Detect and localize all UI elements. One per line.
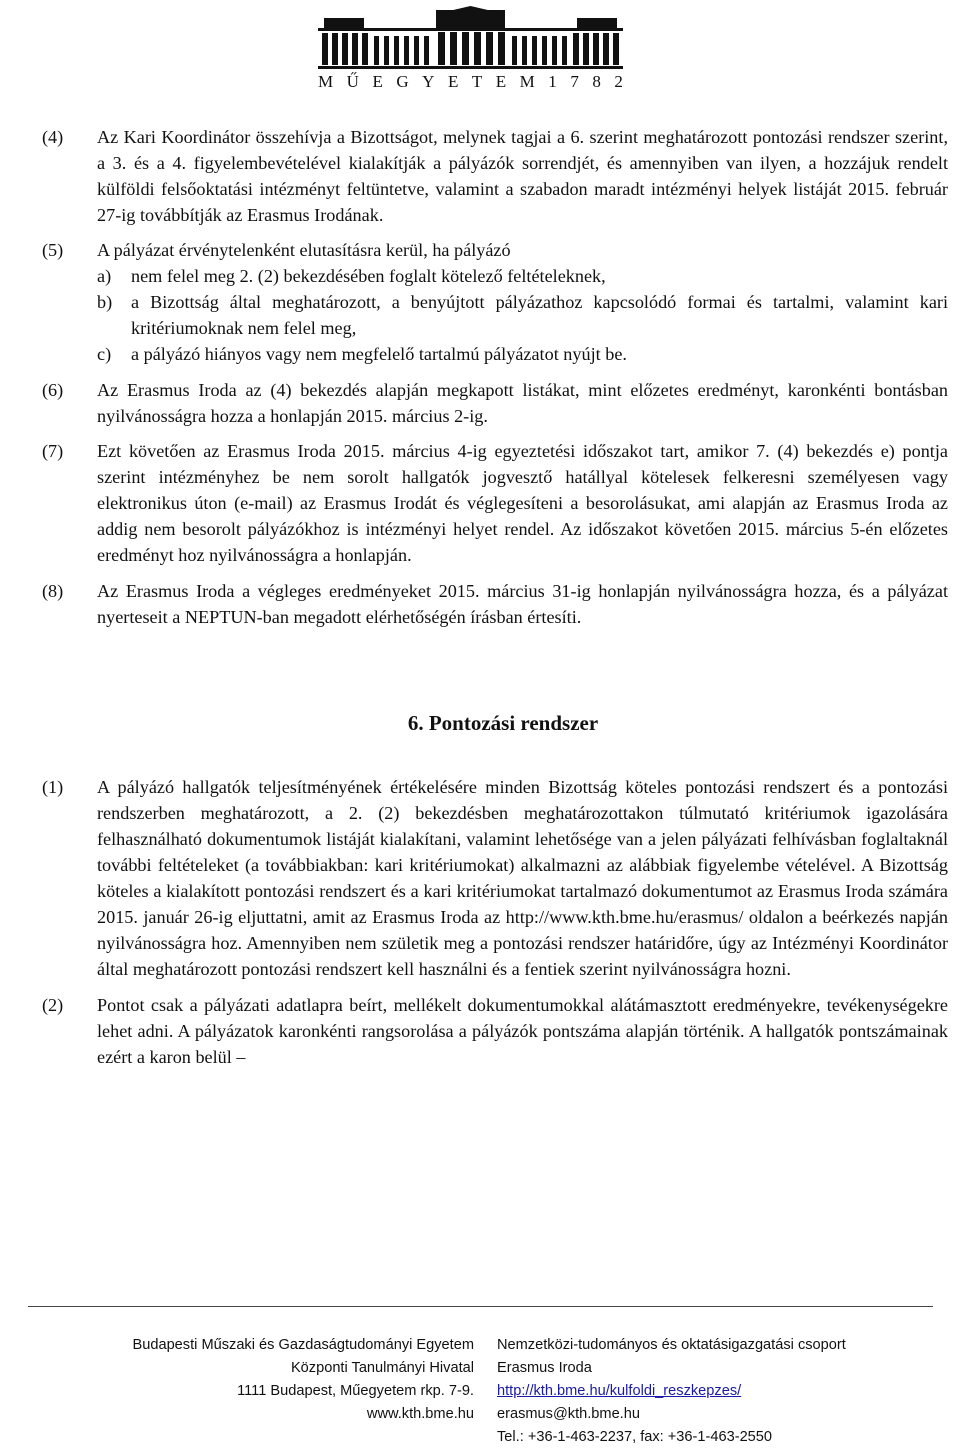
list-item [97, 263, 948, 289]
paragraph-number: (2) [42, 995, 64, 1015]
list-item-text: a Bizottság által meghatározott, a benyújtott pályázathoz kapcsolódó formai és tartalmi, valamint kari kritériumoknak nem felel meg, [131, 292, 948, 338]
paragraph-8 [42, 578, 948, 630]
logo-letter: E [447, 72, 459, 91]
paragraph-number: (1) [42, 777, 64, 797]
logo-letter: 1 [548, 72, 557, 91]
paragraph-text: Pontot csak a pályázati adatlapra beírt, mellékelt dokumentumokkal alátámasztott eredményekre, tevékenységekre lehet adni. A pályázatok karonkénti rangsorolása a pályázók pontszáma alapján történik. A hallgatók pontszámainak ezért a karon belül – [97, 995, 948, 1067]
logo-letter: Y [422, 72, 435, 91]
footer-divider [28, 1306, 933, 1307]
paragraph-text: A pályázat érvénytelenként elutasításra kerül, ha pályázó [97, 240, 511, 260]
footer-street-address: 1111 Budapest, Műegyetem rkp. 7-9. [237, 1383, 474, 1399]
logo-letter: T [471, 72, 483, 91]
footer-university-name: Budapesti Műszaki és Gazdaságtudományi Egyetem [132, 1337, 474, 1353]
footer-office-name: Központi Tanulmányi Hivatal [290, 1360, 474, 1376]
paragraph-number: (5) [42, 240, 64, 260]
paragraph-text: Az Kari Koordinátor összehívja a Bizottságot, melynek tagjai a 6. szerint meghatározott pontozási rendszer szerint, a 3. és a 4. figyelembevételével kialakítják a pályázók sorrendjét, és amennyiben van ilyen, a hozzájuk rendelt külföldi felsőoktatási intézményt feltüntetve, valamint a szabadon maradt intézményi helyek listáját 2015. február 27-ig továbbítják az Erasmus Irodának. [97, 127, 948, 225]
list-item-text: a pályázó hiányos vagy nem megfelelő tartalmú pályázatot nyújt be. [131, 344, 627, 364]
logo-letter: M [318, 72, 334, 91]
paragraph-6 [42, 377, 948, 429]
paragraph-1 [42, 774, 948, 982]
logo-wordmark [318, 72, 623, 92]
section-title: 6. Pontozási rendszer [407, 711, 599, 735]
paragraph-number: (6) [42, 380, 64, 400]
paragraph-text: Az Erasmus Iroda az (4) bekezdés alapján megkapott listákat, mint előzetes eredményt, karonkénti bontásban nyilvánosságra hozza a honlapján 2015. március 2-ig. [97, 380, 948, 426]
list-item-label: c) [97, 344, 112, 364]
list-item-label: b) [97, 292, 113, 312]
paragraph-number: (7) [42, 441, 64, 461]
footer-phone: Tel.: +36-1-463-2237, fax: +36-1-463-2550 [497, 1429, 773, 1445]
paragraph-5 [42, 237, 948, 367]
paragraph-number: (4) [42, 127, 64, 147]
condition-list [97, 263, 948, 367]
logo-letter: E [372, 72, 383, 91]
paragraph-text: Ezt követően az Erasmus Iroda 2015. március 4-ig egyeztetési időszakot tart, amikor 7. (4) bekezdés e) pontja szerint intézményhez be nem sorolt hallgatók jogvesztő hatállyal kötelesek felkeresni személyesen vagy elektronikus úton (e-mail) az Erasmus Irodát és véglegesíteni a besorolásukat, ami alapján az Erasmus Iroda az addig nem besorolt pályázókhoz is intézményi helyet rendel. Az időszakot követően 2015. március 5-én előzetes eredményt hoz nyilvánosságra a honlapján. [97, 441, 948, 565]
logo-letter: 8 [592, 72, 601, 91]
footer-link[interactable]: http://kth.bme.hu/kulfoldi_reszkepzes/ [497, 1383, 742, 1399]
paragraph-number: (8) [42, 581, 64, 601]
footer-office: Erasmus Iroda [497, 1360, 592, 1376]
list-item [97, 289, 948, 341]
university-logo [318, 6, 623, 96]
logo-letter: E [495, 72, 507, 91]
logo-letter: 2 [614, 72, 623, 91]
footer-contact [497, 1334, 846, 1449]
list-item-text: nem felel meg 2. (2) bekezdésében foglalt kötelező feltételeknek, [131, 266, 606, 286]
logo-letter: G [396, 72, 409, 91]
paragraph-text: Az Erasmus Iroda a végleges eredményeket 2015. március 31-ig honlapján nyilvánosságra hozza, és a pályázat nyerteseit a NEPTUN-ban megadott elérhetőségén írásban értesíti. [97, 581, 948, 627]
footer-email[interactable]: erasmus@kth.bme.hu [497, 1406, 640, 1422]
list-item [97, 341, 948, 367]
list-item-label: a) [97, 266, 112, 286]
paragraph-4 [42, 124, 948, 228]
logo-letter: M [519, 72, 535, 91]
paragraph-text: A pályázó hallgatók teljesítményének értékelésére minden Bizottság köteles pontozási rendszert és a pontozási rendszerben meghatározott, a 2. (2) bekezdésben meghatározottakon túlmutató kritériumok igazolására felhasználható dokumentumok listáját kialakítani, valamint lehetősége van a jelen pályázati felhívásban foglaltaknál további feltételeket (a továbbiakban: kari kritériumokat) alkalmazni az alábbiak figyelembe vételével. A Bizottság köteles a kialakított pontozási rendszert és a kari kritériumokat tartalmazó dokumentumot az Erasmus Iroda számára 2015. január 26-ig eljuttatni, amit az Erasmus Iroda az http://www.kth.bme.hu/erasmus/ oldalon a beérkezés napján nyilvánosságra hoz. Amennyiben nem születik meg a pontozási rendszer határidőre, úgy az Intézményi Koordinátor által meghatározott pontozási rendszert kell használni és a fentiek szerint nyilvánosságra hozni. [97, 777, 948, 979]
logo-letter: 7 [570, 72, 579, 91]
building-facade-icon [318, 6, 623, 70]
footer-website[interactable]: www.kth.bme.hu [366, 1406, 474, 1422]
paragraph-7 [42, 438, 948, 568]
footer-address [132, 1334, 474, 1426]
logo-letter: Ű [346, 72, 359, 91]
document-body [42, 124, 948, 1070]
footer-group-name: Nemzetközi-tudományos és oktatásigazgatási csoport [497, 1337, 846, 1353]
paragraph-2 [42, 992, 948, 1070]
